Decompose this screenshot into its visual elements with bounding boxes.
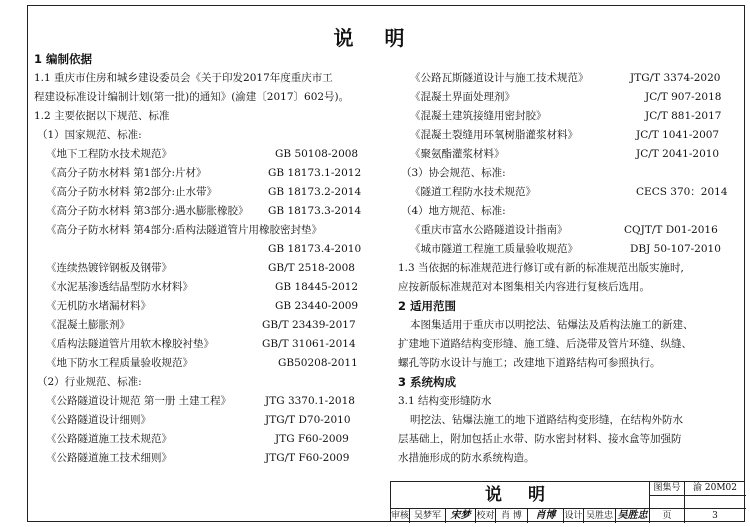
page-title: 说 明	[333, 26, 417, 50]
checker-name: 肖 博	[501, 511, 522, 521]
standard-code: GB 18173.4-2010	[268, 243, 362, 255]
clause-1-3-line2: 应按新版标准规范对本图集相关内容进行复核后选用。	[398, 281, 650, 293]
standard-code: JTG/T D70-2010	[265, 414, 351, 426]
reviewer-name: 吴梦军	[413, 511, 441, 521]
review-label: 审核	[391, 511, 410, 521]
standard-code: JTG/T F60-2009	[265, 452, 350, 464]
standard-name: 《高分子防水材料 第2部分:止水带》	[46, 186, 218, 198]
clause-1-3-line1: 1.3 当依据的标准规范进行修订或有新的标准规范出版实施时,	[398, 262, 684, 274]
standard-code: JTG 3370.1-2018	[265, 395, 355, 407]
standard-code: GB/T 31061-2014	[262, 338, 356, 350]
checker-signature: 肖博	[535, 510, 556, 521]
standard-code: JTG/T 3374-2020	[630, 72, 721, 84]
standard-name: 《高分子防水材料 第3部分:遇水膨胀橡胶》	[46, 205, 249, 217]
standard-code: GB/T 2518-2008	[268, 262, 355, 274]
standard-name: 《地下防水工程质量验收规范》	[46, 357, 193, 369]
standard-code: GB 18173.3-2014	[268, 205, 362, 217]
scope-line: 本图集适用于重庆市以明挖法、钻爆法及盾构法施工的新建、	[410, 319, 694, 331]
standard-name: 《公路隧道施工技术细则》	[46, 452, 172, 464]
standard-code: GB/T 23439-2017	[262, 319, 356, 331]
standard-name: 《城市隧道工程施工质量验收规范》	[410, 243, 578, 255]
designer-name: 吴胜忠	[585, 511, 613, 521]
title-block	[390, 481, 745, 522]
section-2-heading: 2 适用范围	[398, 299, 457, 313]
atlas-number: 渝 20M02	[693, 483, 737, 493]
atlas-number-label: 图集号	[653, 483, 681, 493]
standard-name: 《隧道工程防水技术规范》	[410, 186, 536, 198]
standard-name: 《公路隧道设计细则》	[46, 414, 151, 426]
standard-name: 《混凝土裂缝用环氧树脂灌浆材料》	[410, 129, 578, 141]
standard-code: DBJ 50-107-2010	[630, 243, 721, 255]
national-standards-label: （1）国家规范、标准:	[37, 129, 142, 141]
standard-name: 《公路隧道施工技术规范》	[46, 433, 172, 445]
standard-name: 《混凝土建筑接缝用密封胶》	[410, 110, 547, 122]
association-standards-label: （3）协会规范、标准:	[401, 167, 506, 179]
standard-name: 《高分子防水材料 第1部分:片材》	[46, 167, 207, 179]
standard-name: 《混凝土膨胀剂》	[46, 319, 130, 331]
clause-3-1: 3.1 结构变形缝防水	[398, 395, 492, 407]
standard-code: GB 23440-2009	[275, 300, 359, 312]
standard-name: 《盾构法隧道管片用软木橡胶衬垫》	[46, 338, 214, 350]
clause-1-2: 1.2 主要依据以下规范、标准	[34, 110, 170, 122]
standard-code: CQJT/T D01-2016	[624, 224, 718, 236]
standard-code: GB 18445-2012	[275, 281, 359, 293]
designer-signature: 吴胜忠	[617, 510, 648, 521]
clause-3-1-text: 明挖法、钻爆法施工的地下道路结构变形缝，在结构外防水	[410, 414, 683, 426]
page-label: 页	[662, 511, 672, 521]
standard-name: 《地下工程防水技术规范》	[46, 148, 172, 160]
standard-name: 《水泥基渗透结晶型防水材料》	[46, 281, 193, 293]
standard-code: GB50208-2011	[278, 357, 358, 369]
title-block-title: 说 明	[485, 485, 555, 505]
standard-code: GB 18173.1-2012	[268, 167, 362, 179]
page-number: 3	[712, 511, 718, 521]
standard-name: 《混凝土界面处理剂》	[410, 91, 515, 103]
standard-code: JTG F60-2009	[275, 433, 349, 445]
local-standards-label: （4）地方规范、标准:	[401, 205, 506, 217]
clause-3-1-text: 水措施形成的防水系统构造。	[398, 452, 535, 464]
standard-code: JC/T 1041-2007	[636, 129, 720, 141]
clause-3-1-text: 层基础上，附加包括止水带、防水密封材料、接水盒等加强防	[398, 433, 682, 445]
clause-1-1-line2: 程建设标准设计编制计划(第一批)的通知》(渝建〔2017〕602号)。	[34, 91, 350, 103]
standard-code: CECS 370：2014	[636, 186, 728, 198]
standard-name: 《公路瓦斯隧道设计与施工技术规范》	[410, 72, 589, 84]
standard-name: 《重庆市富水公路隧道设计指南》	[410, 224, 568, 236]
scope-line: 扩建地下道路结构变形缝、施工缝、后浇带及管片环缝、纵缝、	[398, 338, 692, 350]
standard-name: 《高分子防水材料 第4部分:盾构法隧道管片用橡胶密封垫》	[46, 224, 323, 236]
clause-1-1-line1: 1.1 重庆市住房和城乡建设委员会《关于印发2017年度重庆市工	[34, 72, 333, 84]
standard-code: GB 50108-2008	[275, 148, 359, 160]
check-label: 校对	[476, 511, 495, 521]
reviewer-signature: 宋梦	[450, 510, 471, 521]
design-label: 设计	[564, 511, 583, 521]
standard-name: 《连续热镀锌钢板及钢带》	[46, 262, 172, 274]
standard-code: JC/T 907-2018	[645, 91, 722, 103]
standard-code: JC/T 2041-2010	[636, 148, 720, 160]
section-3-heading: 3 系统构成	[398, 375, 457, 389]
section-1-heading: 1 编制依据	[34, 52, 93, 66]
scope-line: 螺孔等防水设计与施工；改建地下道路结构可参照执行。	[398, 357, 661, 369]
standard-name: 《聚氨酯灌浆材料》	[410, 148, 505, 160]
standard-name: 《公路隧道设计规范 第一册 土建工程》	[46, 395, 232, 407]
standard-code: GB 18173.2-2014	[268, 186, 362, 198]
industry-standards-label: （2）行业规范、标准:	[37, 376, 142, 388]
standard-code: JC/T 881-2017	[645, 110, 722, 122]
standard-name: 《无机防水堵漏材料》	[46, 300, 151, 312]
